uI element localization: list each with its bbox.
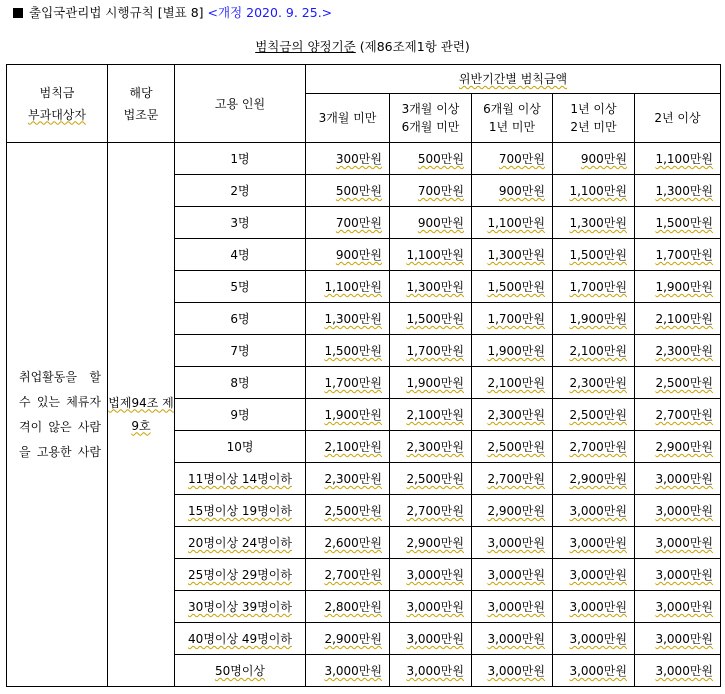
fine-amount-cell — [306, 431, 390, 463]
fine-amount-cell — [635, 143, 721, 175]
fine-amount-cell — [306, 591, 390, 623]
fine-amount-cell — [472, 399, 553, 431]
fine-amount-text: 3,000만원 — [569, 664, 627, 678]
fine-amount-text: 2,900만원 — [406, 536, 464, 550]
fine-amount-text: 3,000만원 — [487, 632, 545, 646]
period-header-4-line1: 1년 이상 — [570, 102, 617, 116]
fine-amount-cell — [472, 527, 553, 559]
document-header — [13, 3, 332, 21]
employee-count-text: 15명이상 19명이하 — [188, 504, 292, 518]
employee-count-cell — [175, 463, 306, 495]
employee-count-text: 2명 — [230, 184, 250, 198]
fine-amount-cell — [306, 527, 390, 559]
fine-amount-text: 2,800만원 — [324, 600, 382, 614]
fine-amount-cell — [472, 431, 553, 463]
employee-count-text: 11명이상 14명이하 — [188, 472, 292, 486]
fine-amount-cell — [390, 271, 472, 303]
period-header-3-line1: 6개월 이상 — [483, 102, 541, 116]
fine-amount-text: 700만원 — [417, 184, 464, 198]
fine-amount-text: 1,100만원 — [569, 184, 627, 198]
fine-amount-cell — [306, 271, 390, 303]
fine-amount-text: 2,300만원 — [324, 472, 382, 486]
employee-count-cell — [175, 431, 306, 463]
fine-amount-text: 1,500만원 — [406, 312, 464, 326]
employee-count-text: 4명 — [230, 248, 250, 262]
fine-amount-text: 1,100만원 — [655, 152, 714, 166]
fine-amount-text: 1,100만원 — [324, 280, 382, 294]
fine-amount-cell — [635, 655, 721, 687]
employee-count-text: 10명 — [226, 440, 254, 454]
fine-amount-text: 3,000만원 — [655, 664, 714, 678]
law-article-text: 법제94조 제9호 — [108, 395, 174, 433]
fine-amount-text: 3,000만원 — [655, 472, 714, 486]
fine-amount-cell — [635, 335, 721, 367]
fine-amount-cell — [390, 143, 472, 175]
fine-amount-text: 1,900만원 — [569, 312, 627, 326]
fine-amount-text: 1,700만원 — [487, 312, 545, 326]
employee-count-text: 25명이상 29명이하 — [188, 568, 292, 582]
fine-amount-cell — [553, 271, 635, 303]
table-row — [7, 143, 721, 175]
employee-count-cell — [175, 239, 306, 271]
fine-amount-cell — [390, 527, 472, 559]
fine-amount-cell — [635, 399, 721, 431]
black-square-icon — [13, 8, 23, 18]
fine-amount-text: 3,000만원 — [487, 664, 545, 678]
fine-amount-cell — [390, 207, 472, 239]
fine-amount-text: 2,500만원 — [569, 408, 627, 422]
fine-amount-text: 2,700만원 — [655, 408, 714, 422]
employee-count-cell — [175, 495, 306, 527]
fine-amount-cell — [635, 207, 721, 239]
employee-count-cell — [175, 207, 306, 239]
fine-amount-text: 3,000만원 — [487, 600, 545, 614]
header-prefix: 출입국관리법 시행규칙 [별표 8] — [29, 5, 204, 20]
fine-amount-text: 1,700만원 — [569, 280, 627, 294]
fine-amount-text: 900만원 — [335, 248, 382, 262]
law-header-line2: 법조문 — [123, 107, 159, 122]
subject-cell: 취업활동을 할 수 있는 체류자격이 않은 사람을 고용한 사람 — [7, 143, 108, 687]
title-main: 범칙금의 양정기준 — [255, 39, 356, 54]
period-header-2 — [390, 94, 472, 143]
fine-amount-text: 3,000만원 — [487, 568, 545, 582]
fine-amount-cell — [306, 623, 390, 655]
period-header-5-line1: 2년 이상 — [654, 111, 701, 125]
employee-count-text: 3명 — [230, 216, 250, 230]
fine-amount-cell — [553, 527, 635, 559]
fine-amount-text: 2,700만원 — [324, 568, 382, 582]
period-group-header — [306, 65, 721, 94]
fine-amount-text: 2,900만원 — [324, 632, 382, 646]
fine-amount-cell — [553, 655, 635, 687]
fine-amount-cell — [635, 303, 721, 335]
fine-amount-cell — [553, 143, 635, 175]
fine-amount-cell — [472, 303, 553, 335]
fine-amount-cell — [306, 559, 390, 591]
fine-amount-cell — [635, 431, 721, 463]
fine-amount-text: 900만원 — [417, 216, 464, 230]
fine-amount-cell — [306, 463, 390, 495]
fine-amount-text: 2,700만원 — [569, 440, 627, 454]
fine-amount-text: 3,000만원 — [569, 568, 627, 582]
fine-amount-text: 2,300만원 — [569, 376, 627, 390]
fine-amount-text: 2,100만원 — [406, 408, 464, 422]
fine-amount-text: 2,100만원 — [569, 344, 627, 358]
fine-amount-text: 2,900만원 — [569, 472, 627, 486]
fine-amount-text: 3,000만원 — [406, 568, 464, 582]
fine-amount-cell — [472, 271, 553, 303]
employee-count-text: 50명이상 — [214, 664, 266, 678]
employee-count-text: 20명이상 24명이하 — [188, 536, 292, 550]
fine-amount-text: 2,100만원 — [324, 440, 382, 454]
fine-amount-cell — [472, 495, 553, 527]
fine-amount-cell — [553, 623, 635, 655]
employee-count-cell — [175, 335, 306, 367]
fine-amount-text: 2,600만원 — [324, 536, 382, 550]
fine-amount-cell — [635, 527, 721, 559]
period-group-label: 위반기간별 범칙금액 — [458, 72, 568, 86]
employee-count-text: 5명 — [230, 280, 250, 294]
fine-amount-cell — [635, 591, 721, 623]
fine-amount-cell — [635, 239, 721, 271]
fine-amount-text: 1,500만원 — [487, 280, 545, 294]
fine-amount-text: 1,100만원 — [406, 248, 464, 262]
fine-amount-cell — [472, 655, 553, 687]
fine-amount-text: 2,700만원 — [487, 472, 545, 486]
period-header-2-line1: 3개월 이상 — [401, 102, 460, 116]
fine-amount-cell — [553, 367, 635, 399]
fine-amount-cell — [390, 367, 472, 399]
fine-amount-cell — [390, 239, 472, 271]
fine-amount-text: 500만원 — [417, 152, 464, 166]
fine-amount-text: 3,000만원 — [655, 536, 714, 550]
employee-count-cell — [175, 559, 306, 591]
period-header-3 — [472, 94, 553, 143]
fine-amount-text: 3,000만원 — [655, 600, 714, 614]
fine-amount-text: 500만원 — [335, 184, 382, 198]
fine-amount-cell — [553, 303, 635, 335]
fine-amount-text: 3,000만원 — [569, 504, 627, 518]
fine-amount-cell — [553, 495, 635, 527]
fine-amount-cell — [553, 591, 635, 623]
fine-amount-cell — [390, 463, 472, 495]
period-header-2-line2: 6개월 미만 — [401, 120, 460, 134]
fine-amount-cell — [472, 143, 553, 175]
fine-amount-text: 3,000만원 — [487, 536, 545, 550]
fine-amount-text: 1,700만원 — [324, 376, 382, 390]
fine-amount-cell — [390, 623, 472, 655]
fine-amount-cell — [390, 431, 472, 463]
subject-header — [7, 65, 108, 143]
employee-count-cell — [175, 271, 306, 303]
fine-amount-text: 1,700만원 — [655, 248, 714, 262]
law-article-cell — [108, 143, 175, 687]
fine-amount-cell — [553, 431, 635, 463]
fine-table — [6, 64, 721, 687]
fine-amount-text: 2,900만원 — [655, 440, 714, 454]
fine-amount-cell — [306, 335, 390, 367]
fine-amount-text: 2,500만원 — [406, 472, 464, 486]
fine-amount-cell — [472, 591, 553, 623]
employees-header: 고용 인원 — [175, 65, 306, 143]
law-header-line1: 해당 — [129, 85, 153, 100]
fine-amount-cell — [472, 335, 553, 367]
fine-amount-text: 700만원 — [335, 216, 382, 230]
fine-amount-text: 3,000만원 — [655, 568, 714, 582]
fine-amount-text: 2,500만원 — [324, 504, 382, 518]
fine-amount-text: 900만원 — [580, 152, 627, 166]
fine-amount-cell — [390, 591, 472, 623]
period-header-1 — [306, 94, 390, 143]
fine-amount-text: 2,900만원 — [487, 504, 545, 518]
employee-count-text: 1명 — [230, 152, 250, 166]
employee-count-text: 8명 — [230, 376, 250, 390]
fine-amount-cell — [306, 495, 390, 527]
fine-amount-cell — [306, 399, 390, 431]
fine-amount-text: 3,000만원 — [406, 664, 464, 678]
employee-count-cell — [175, 591, 306, 623]
fine-amount-text: 300만원 — [335, 152, 382, 166]
subject-header-line2: 부과대상자 — [28, 107, 86, 122]
fine-amount-text: 3,000만원 — [655, 632, 714, 646]
fine-amount-text: 1,500만원 — [569, 248, 627, 262]
fine-amount-text: 1,900만원 — [324, 408, 382, 422]
period-header-4 — [553, 94, 635, 143]
fine-amount-text: 1,900만원 — [487, 344, 545, 358]
fine-amount-cell — [472, 367, 553, 399]
employee-count-cell — [175, 303, 306, 335]
fine-amount-cell — [390, 559, 472, 591]
employee-count-cell — [175, 527, 306, 559]
fine-amount-cell — [390, 399, 472, 431]
table-body — [7, 143, 721, 687]
fine-amount-cell — [390, 303, 472, 335]
fine-amount-text: 2,500만원 — [655, 376, 714, 390]
fine-amount-text: 3,000만원 — [324, 664, 382, 678]
employee-count-text: 9명 — [230, 408, 250, 422]
fine-amount-text: 1,300만원 — [406, 280, 464, 294]
fine-amount-cell — [306, 143, 390, 175]
period-header-3-line2: 1년 미만 — [488, 120, 536, 134]
fine-amount-cell — [635, 367, 721, 399]
title-sub: (제86조제1항 관련) — [359, 39, 470, 54]
fine-amount-cell — [553, 239, 635, 271]
fine-amount-cell — [635, 623, 721, 655]
fine-amount-text: 2,300만원 — [406, 440, 464, 454]
fine-amount-cell — [306, 207, 390, 239]
employee-count-cell — [175, 399, 306, 431]
fine-amount-text: 3,000만원 — [569, 600, 627, 614]
fine-amount-text: 1,500만원 — [655, 216, 714, 230]
fine-amount-text: 3,000만원 — [569, 632, 627, 646]
fine-amount-text: 1,100만원 — [487, 216, 545, 230]
fine-amount-cell — [390, 495, 472, 527]
fine-amount-text: 2,100만원 — [655, 312, 714, 326]
fine-amount-cell — [306, 239, 390, 271]
employee-count-text: 40명이상 49명이하 — [188, 632, 292, 646]
fine-amount-cell — [472, 239, 553, 271]
fine-amount-cell — [635, 271, 721, 303]
fine-amount-cell — [472, 207, 553, 239]
period-header-4-line2: 2년 미만 — [570, 120, 617, 134]
employee-count-text: 30명이상 39명이하 — [188, 600, 292, 614]
employee-count-cell — [175, 175, 306, 207]
fine-amount-cell — [635, 175, 721, 207]
fine-amount-cell — [553, 207, 635, 239]
fine-amount-cell — [390, 335, 472, 367]
fine-amount-text: 3,000만원 — [406, 600, 464, 614]
fine-amount-cell — [472, 463, 553, 495]
revision-note: <개정 2020. 9. 25.> — [207, 5, 333, 20]
fine-amount-cell — [553, 559, 635, 591]
fine-amount-cell — [553, 463, 635, 495]
fine-amount-cell — [553, 335, 635, 367]
fine-amount-text: 2,300만원 — [487, 408, 545, 422]
fine-amount-cell — [553, 399, 635, 431]
fine-amount-text: 2,700만원 — [406, 504, 464, 518]
employee-count-text: 6명 — [230, 312, 250, 326]
fine-amount-text: 3,000만원 — [655, 504, 714, 518]
fine-amount-cell — [472, 559, 553, 591]
fine-amount-text: 1,300만원 — [569, 216, 627, 230]
employee-count-cell — [175, 143, 306, 175]
law-header — [108, 65, 175, 143]
fine-amount-text: 1,300만원 — [324, 312, 382, 326]
fine-amount-cell — [635, 463, 721, 495]
fine-amount-text: 1,300만원 — [487, 248, 545, 262]
fine-amount-cell — [390, 655, 472, 687]
fine-amount-cell — [472, 175, 553, 207]
employee-count-cell — [175, 655, 306, 687]
fine-amount-text: 2,300만원 — [655, 344, 714, 358]
fine-amount-cell — [306, 655, 390, 687]
document-title — [0, 37, 725, 55]
fine-amount-text: 1,900만원 — [655, 280, 714, 294]
fine-amount-cell — [306, 367, 390, 399]
fine-amount-text: 900만원 — [498, 184, 545, 198]
fine-amount-text: 2,500만원 — [487, 440, 545, 454]
fine-amount-text: 3,000만원 — [406, 632, 464, 646]
fine-amount-cell — [306, 303, 390, 335]
fine-amount-cell — [306, 175, 390, 207]
fine-amount-text: 1,300만원 — [655, 184, 714, 198]
fine-amount-cell — [553, 175, 635, 207]
fine-amount-cell — [635, 495, 721, 527]
fine-amount-text: 3,000만원 — [569, 536, 627, 550]
period-header-5 — [635, 94, 721, 143]
fine-amount-text: 2,100만원 — [487, 376, 545, 390]
fine-amount-text: 700만원 — [498, 152, 545, 166]
employee-count-cell — [175, 367, 306, 399]
employee-count-text: 7명 — [230, 344, 250, 358]
fine-amount-text: 1,500만원 — [324, 344, 382, 358]
fine-amount-cell — [635, 559, 721, 591]
fine-amount-cell — [390, 175, 472, 207]
period-header-1-line1: 3개월 미만 — [318, 111, 377, 125]
fine-amount-text: 1,700만원 — [406, 344, 464, 358]
fine-amount-text: 1,900만원 — [406, 376, 464, 390]
employee-count-cell — [175, 623, 306, 655]
subject-header-line1: 범칙금 — [39, 85, 75, 100]
fine-amount-cell — [472, 623, 553, 655]
